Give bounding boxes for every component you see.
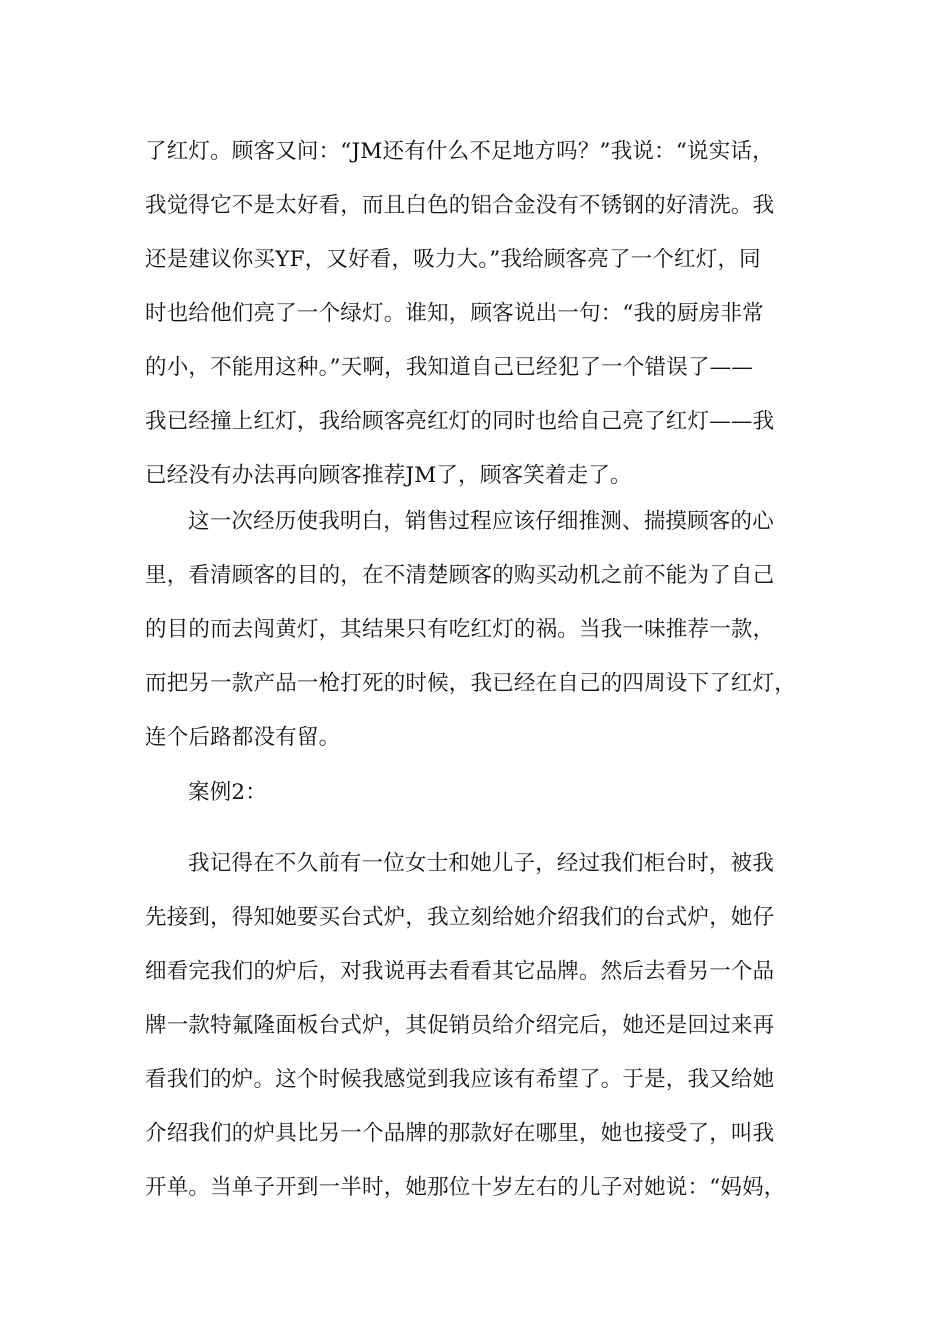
text-line: 牌一款特氟隆面板台式炉，其促销员给介绍完后，她还是回过来再 [145, 1013, 775, 1038]
text-line: 的小，不能用这种。”天啊，我知道自己已经犯了一个错误了—— [145, 355, 754, 380]
text-line: 我记得在不久前有一位女士和她儿子，经过我们柜台时，被我 [188, 851, 774, 876]
case-heading: 案例2： [188, 780, 267, 805]
text-line: 时也给他们亮了一个绿灯。谁知，顾客说出一句：“我的厨房非常 [145, 301, 764, 326]
text-line: 已经没有办法再向顾客推荐JM了，顾客笑着走了。 [145, 463, 632, 488]
text-line: 连个后路都没有留。 [145, 725, 341, 750]
text-line: 介绍我们的炉具比另一个品牌的那款好在哪里，她也接受了，叫我 [145, 1121, 775, 1146]
text-line: 细看完我们的炉后，对我说再去看看其它品牌。然后去看另一个品 [145, 959, 775, 984]
paragraph-1 [145, 125, 810, 503]
paragraph-2 [145, 495, 810, 765]
text-line: 这一次经历使我明白，销售过程应该仔细推测、揣摸顾客的心 [188, 509, 774, 534]
case-2-heading-block [145, 766, 810, 820]
text-line: 我觉得它不是太好看，而且白色的铝合金没有不锈钢的好清洗。我 [145, 193, 775, 218]
text-line: 还是建议你买YF，又好看，吸力大。”我给顾客亮了一个红灯，同 [145, 247, 761, 272]
text-line: 开单。当单子开到一半时，她那位十岁左右的儿子对她说：“妈妈， [145, 1175, 786, 1200]
text-line: 了红灯。顾客又问：“JM还有什么不足地方吗？”我说：“说实话， [145, 139, 774, 164]
text-line: 的目的而去闯黄灯，其结果只有吃红灯的祸。当我一味推荐一款， [145, 617, 775, 642]
text-line: 而把另一款产品一枪打死的时候，我已经在自己的四周设下了红灯， [145, 671, 797, 696]
text-line: 看我们的炉。这个时候我感觉到我应该有希望了。于是，我又给她 [145, 1067, 775, 1092]
text-line: 里，看清顾客的目的，在不清楚顾客的购买动机之前不能为了自己 [145, 563, 775, 588]
paragraph-3 [145, 837, 810, 1215]
text-line: 先接到，得知她要买台式炉，我立刻给她介绍我们的台式炉，她仔 [145, 905, 775, 930]
text-line: 我已经撞上红灯，我给顾客亮红灯的同时也给自己亮了红灯——我 [145, 409, 775, 434]
